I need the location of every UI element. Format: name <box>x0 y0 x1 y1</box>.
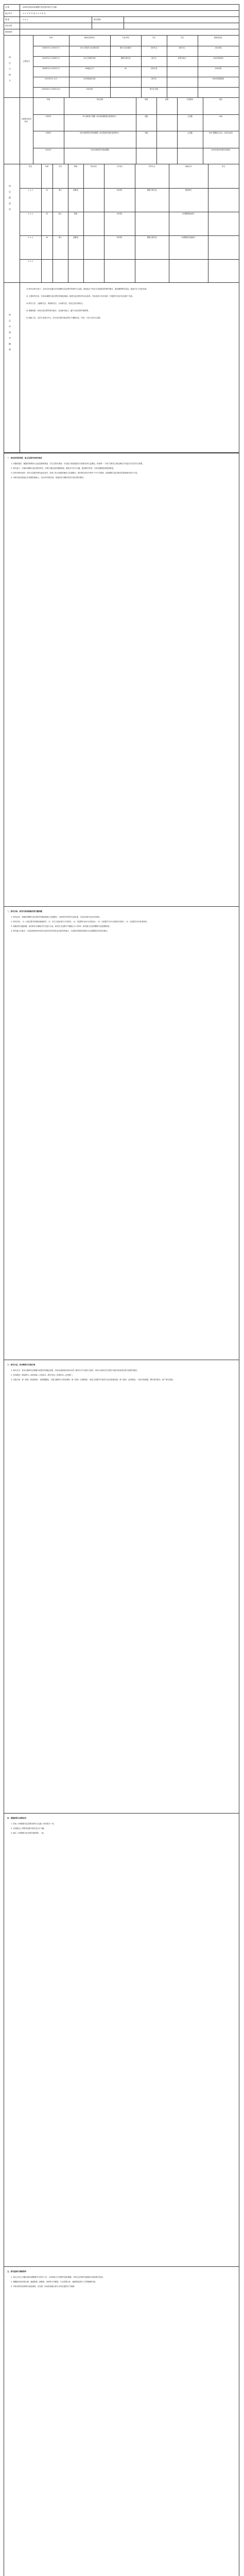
section-paragraph: 3. 实施方案：第一阶段（准备阶段）：组建课题组，开展文献研究与现状调查；第二阶段（实施阶段）：制定分层教学方案并在试点班级实施；第三阶段（总结阶段）：分析实验数据，撰写研究报告，推广研究成果。 <box>11 1379 175 1381</box>
body-section <box>4 2266 239 2576</box>
table-cell: 34 <box>45 189 48 191</box>
table-cell: 1998年 <box>45 132 51 134</box>
header-cell: 时间 <box>46 98 50 100</box>
section-paragraph: 2. 研究内容：（1）分层次教学的理论基础研究；（2）学生分层标准与方法研究；（3）分层教学目标与内容设计；（4）分层教学方法与组织形式研究；（5）分层教学评价体系研究。 <box>11 921 149 923</box>
table-cell <box>208 188 239 212</box>
table-cell <box>83 212 104 235</box>
summary-side-label: 项 目 申 请 书 摘 要 <box>9 314 11 352</box>
table-cell: 课程与教学论 <box>147 189 157 191</box>
members-block <box>4 164 239 283</box>
host-block <box>4 36 239 164</box>
section-paragraph: 4. 研究重点与难点：分层标准的科学性和分层评价的有效性是本研究的重点，分层教学的组织管理与动态调整是本研究的难点。 <box>11 930 109 932</box>
row1-value: XXXX学院XXXX课程中层次教学研究与实践 <box>23 6 57 8</box>
table-cell: XXX学院副教授 <box>212 78 224 80</box>
header-row-funder <box>4 29 239 36</box>
header-cell: 承担任务 <box>185 165 192 167</box>
section-paragraph: 2. 研究意义：开展XX课程分层次教学研究，有利于落实因材施教原则，激发学生学习兴趣，提高教学效率，为同类课程改革提供借鉴。 <box>11 467 115 469</box>
table-cell: 研究生 <box>151 57 156 59</box>
table-cell: 40 <box>45 213 48 215</box>
table-cell: 2000年9月-2004年7月 <box>42 47 60 49</box>
summary-paragraph: 5) 创新之处：以学生发展为中心，将分层次教学理念贯穿于课程目标、内容、方法与评价全过程。 <box>26 317 102 319</box>
body-section <box>4 453 239 907</box>
header-row-title <box>4 5 239 11</box>
header-cell: 签名 <box>221 165 225 167</box>
table-cell <box>83 259 104 283</box>
section-title: 四、预期成果与成果形式 <box>7 1817 27 1819</box>
header-row-dates <box>4 11 239 17</box>
row3-label-a: 课 程 <box>5 19 9 21</box>
table-cell: 课程与教学论 <box>147 236 157 239</box>
body-section <box>4 1360 239 1814</box>
header-cell: 项目名称 <box>96 98 103 100</box>
table-cell: 省级 <box>144 115 148 117</box>
body-sections <box>4 453 239 2576</box>
body-section <box>4 906 239 1360</box>
table-cell: XX学院 <box>116 189 123 191</box>
section-paragraph: 3. 学校对教学改革研究高度重视，在经费、时间和设施方面为本项目提供有力保障。 <box>11 2285 76 2287</box>
table-cell: 2008年9月-2010年7月 <box>42 67 60 70</box>
table-cell <box>156 148 177 165</box>
header-cell: 工作单位 <box>116 165 123 167</box>
summary-text <box>23 287 236 323</box>
table-cell <box>169 259 208 283</box>
table-cell: 2005年9月-2008年7月 <box>42 57 60 59</box>
members-table <box>20 164 239 282</box>
section-paragraph: 3. 编写《XX课程分层次教学案例集》一部。 <box>11 1832 45 1834</box>
table-cell <box>167 77 198 87</box>
section-title: 三、研究方法、技术路线与实施方案 <box>7 1364 36 1366</box>
table-cell <box>41 259 53 283</box>
table-cell: XXX学院 <box>86 88 93 90</box>
table-cell: 2009年8月-2009年10月 <box>41 88 61 90</box>
section-title: 五、研究基础与保障条件 <box>7 2270 27 2273</box>
section-title: 二、研究目标、研究内容和拟解决的关键问题 <box>7 910 42 912</box>
table-cell: 访问学者 <box>150 67 158 70</box>
table-cell: XX课程的实施研究 <box>181 236 196 239</box>
table-cell: XXX学院 <box>215 67 222 70</box>
section-paragraph: 4. 本研究拟在借鉴已有成果的基础上，结合XX学院实际，构建具有可操作性的分层次教学模式。 <box>11 477 85 479</box>
summary-paragraph: 3) 研究方法：文献研究法、调查研究法、行动研究法、经验总结法相结合。 <box>26 302 85 304</box>
header-cell: 专业/学科 <box>122 37 129 39</box>
row2-value: × × × 年 月 至 × × × 年 月 <box>23 12 46 14</box>
header-cell: 学历 <box>58 165 62 167</box>
table-cell: 研究员 <box>151 78 156 80</box>
table-cell <box>104 259 135 283</box>
table-cell: 硕士 <box>58 213 62 215</box>
header-cell: 完成情况 <box>186 98 194 100</box>
table-cell: 1995年 <box>45 115 51 117</box>
table-cell <box>135 212 169 235</box>
table-cell: 博士 <box>58 189 62 191</box>
row3-label-b: 研究领域 <box>94 19 101 21</box>
header-cell: 职称 <box>74 165 78 167</box>
table-cell: × × × <box>27 213 33 215</box>
table-cell: 理论研究 <box>185 189 192 191</box>
section-paragraph: 2. 在省级以上刊物发表相关研究论文2-3篇。 <box>11 1827 46 1829</box>
table-cell <box>208 235 239 259</box>
summary-block <box>4 283 239 453</box>
table-cell: 市级 <box>144 132 148 134</box>
row1-label: 名 称 <box>5 6 9 8</box>
table-cell <box>208 259 239 283</box>
table-cell: XXX学院讲师 <box>213 57 223 59</box>
table-cell: 本科毕业 <box>150 47 158 49</box>
section-title: 一、项目研究的背景、意义及国内外研究现状 <box>7 457 42 459</box>
table-cell: 2005年 <box>45 148 51 151</box>
table-cell <box>110 87 141 97</box>
table-cell: 教育学硕士 <box>178 57 186 59</box>
summary-paragraph: 2) 主要研究内容：分析XX课程分层次教学的理论基础；构建分层次教学的目标体系、内容体系与评价体系；开展教学实验并总结推广经验。 <box>26 295 134 297</box>
row2-label: 起止年月 <box>5 12 12 14</box>
section-paragraph: 1. 项目主持人长期从事XX课程教学与研究工作，主持和参与多项教学改革课题，具有扎实的研究基础和丰富的教学经验。 <box>11 2276 104 2278</box>
table-cell <box>198 87 239 97</box>
table-cell: × × × <box>27 260 33 262</box>
table-cell: 教授 <box>74 213 78 215</box>
header-row-course <box>4 17 239 23</box>
header-cell: 就读/在职单位 <box>84 37 95 39</box>
table-cell: XX学院 <box>116 236 123 239</box>
section-paragraph: 1. 研究目标：构建XX课程分层次教学的理论框架与实践模式，形成科学有效的分层标准、分层目标和分层评价机制。 <box>11 916 101 918</box>
table-cell: 2010年9月-至今 <box>44 78 58 80</box>
table-cell: 副教授 <box>73 236 78 239</box>
table-cell <box>136 148 156 165</box>
table-cell: 2009年获XXX教学成果奖 <box>211 148 231 151</box>
table-cell: 硕士 <box>58 236 62 239</box>
table-cell: XX 省教育厅课题《XX学院课程教学改革研究》 <box>82 115 117 117</box>
research-section-label: 主要教学研究经历 <box>21 118 32 123</box>
table-cell <box>156 131 177 148</box>
table-cell <box>135 259 169 283</box>
section-paragraph: 1. 研究方法：采用文献研究法梳理分层教学的理论成果；采用问卷调查法和访谈法了解学生学习现状与需求；采用行动研究法在教学实践中检验和完善分层教学模式。 <box>11 1369 139 1371</box>
table-cell <box>83 188 104 212</box>
table-cell: XXX 课题组主持人，XXX名成员 <box>209 132 233 134</box>
summary-paragraph: 1) 研究目的与意义：本项目旨在通过对XX课程分层次教学的研究与实践，探索适合不同学生发展需求的教学模式，提高课程教学质量，促进学生个性化发展。 <box>26 288 148 290</box>
table-cell <box>167 87 198 97</box>
row4-label-a: 所在学科 <box>5 25 12 27</box>
table-cell: XX学院教育学院 <box>83 78 96 80</box>
section-paragraph: 2. 课题组成员结构合理，涵盖教授、副教授、讲师等不同职称，专业背景互补，能够保证研究工作的顺利开展。 <box>11 2281 97 2283</box>
table-cell: × × × <box>27 236 33 239</box>
table-cell: XXX市教育科学规划课题《XX学院教学模式改革研究》 <box>80 132 120 134</box>
table-cell: XX师范大学 <box>85 67 94 70</box>
table-cell: 理学学士 <box>179 47 186 49</box>
section-paragraph: 1. 形成《XX课程分层次教学研究与实践》研究报告一份。 <box>11 1823 56 1825</box>
section-paragraph: 3. 拟解决的关键问题：如何科学合理地对学生进行分层；如何在分层教学中兼顾公平与效率；如何建立动态调整的分层管理机制。 <box>11 925 111 927</box>
table-cell: × × × <box>27 189 33 191</box>
section-paragraph: 2. 技术路线：理论研究—现状调查—方案设计—教学实验—效果评估—总结推广。 <box>11 1374 74 1376</box>
table-cell <box>156 114 177 131</box>
table-cell: 研究生导师 <box>150 88 158 90</box>
summary-paragraph: 4) 预期成果：形成分层次教学研究报告、发表系列论文、编写分层次教学案例集。 <box>26 310 90 312</box>
header-row-discipline <box>4 23 239 29</box>
header-cell: 年龄 <box>45 165 49 167</box>
header-cell: 经费 <box>165 98 169 100</box>
research-table <box>33 97 239 164</box>
header-cell: 备注 <box>219 98 223 100</box>
table-cell <box>177 148 203 165</box>
table-cell <box>53 259 68 283</box>
header-cell: 学科专业 <box>148 165 155 167</box>
row5-label: 资助机构 <box>5 31 12 33</box>
table-cell: 已结题 <box>187 132 193 134</box>
table-cell: XXX <box>219 115 223 117</box>
header-cell: 姓名 <box>28 165 32 167</box>
table-cell: XXX学院 <box>215 47 222 49</box>
education-table <box>33 36 239 97</box>
table-cell <box>68 259 83 283</box>
table-cell: 已结题 <box>187 115 193 117</box>
table-cell <box>110 77 141 87</box>
header-cell: 学历 <box>152 37 156 39</box>
table-cell: XX大学数学与应用数学系 <box>80 47 99 49</box>
application-form <box>4 4 239 2576</box>
header-cell: 职称及备注 <box>214 37 222 39</box>
section-paragraph: 1. 问题的提出：随着高等教育大众化进程的推进，学生在知识基础、学习能力和发展需求方面的差异日益明显，传统的“一刀切”式教学已难以满足不同层次学生的学习需要。 <box>11 463 144 465</box>
header-cell: 所在单位 <box>90 165 97 167</box>
table-cell <box>208 212 239 235</box>
table-cell: 副教授 <box>73 189 78 191</box>
row3-value-a: × × × <box>23 19 28 21</box>
table-cell: XX学院 <box>116 213 123 215</box>
table-cell: XX大学教育学院 <box>83 57 96 59</box>
section-paragraph: 3. 国内外研究现状：国外分层教学研究起步较早，形成了较为成熟的理论与实践模式；国内相关研究多集中于中小学阶段，高校课程分层次教学的系统研究尚不多见。 <box>11 472 139 474</box>
table-cell: 40 <box>45 236 48 239</box>
table-cell <box>167 66 198 77</box>
header-cell: 时间 <box>49 37 53 39</box>
table-cell: 课程与教学论 <box>120 57 131 59</box>
table-cell: 数学与应用数学 <box>119 47 132 49</box>
members-side-label: 项 目 组 成 员 <box>9 185 11 212</box>
body-section <box>4 1813 239 2267</box>
table-cell: XX课程理论研究 <box>182 213 195 215</box>
education-section-label: 主要经历 <box>23 60 30 62</box>
table-cell: XXX市教育科学规划课题 <box>91 148 109 151</box>
table-cell: XX <box>124 67 127 70</box>
host-side-label: 项 目 主 持 人 <box>9 56 11 83</box>
header-cell: 学位 <box>180 37 184 39</box>
table-cell <box>83 235 104 259</box>
header-cell: 来源 <box>144 98 148 100</box>
